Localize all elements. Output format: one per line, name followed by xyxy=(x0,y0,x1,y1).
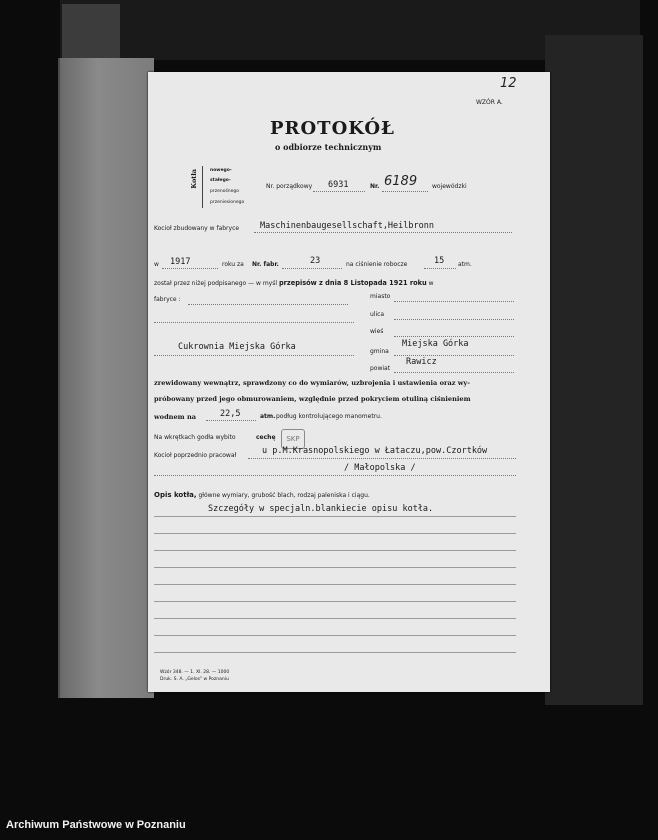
test-pressure-label: wodnem na xyxy=(154,413,197,421)
previous-work-line-2 xyxy=(154,475,516,476)
village-label: wieś xyxy=(370,328,384,335)
archive-caption: Archiwum Państwowe w Poznaniu xyxy=(6,819,186,831)
description-heading: Opis kotła, xyxy=(154,491,197,499)
previous-work-line xyxy=(248,458,516,459)
nr-value: 6189 xyxy=(384,174,418,189)
test-pressure-line xyxy=(206,420,256,421)
stamp-label: Na wkrętkach godła wybito xyxy=(154,434,236,441)
description-line-5 xyxy=(154,584,516,585)
previous-work-value: u p.M.Krasnopolskiego w Łataczu,pow.Czortków xyxy=(262,446,488,456)
commune-line xyxy=(394,355,514,356)
description-instructions: główne wymiary, grubość blach, rodzaj paleniska i ciągu. xyxy=(198,492,370,499)
description-line-9 xyxy=(154,652,516,653)
protocol-document xyxy=(148,72,550,692)
description-line-3 xyxy=(154,550,516,551)
regulation-reference: przepisów z dnia 8 Listopada 1921 roku xyxy=(278,279,427,287)
form-template-label: WZÓR A. xyxy=(476,99,503,106)
previous-work-label: Kocioł poprzednio pracował xyxy=(154,452,237,459)
kotla-option-moved: przeniesionego xyxy=(210,200,245,205)
nr-label: Nr. xyxy=(370,183,380,190)
description-line-4 xyxy=(154,567,516,568)
test-pressure-unit: atm. xyxy=(260,413,276,420)
folder-cover-right xyxy=(545,35,643,705)
folder-cover-left xyxy=(58,58,154,698)
inspection-intro: został przez niżej podpisanego — w myśl xyxy=(154,280,278,287)
kotla-option-portable: przenośnego xyxy=(210,189,240,194)
factory-number-value: 23 xyxy=(310,256,321,266)
owner-value: Cukrownia Miejska Górka xyxy=(178,342,296,352)
description-line-6 xyxy=(154,601,516,602)
print-info-line-1: Wzór 348. — 1. XI. 28. — 1000 xyxy=(160,670,230,675)
factory-label: Kocioł zbudowany w fabryce xyxy=(154,225,240,232)
description-value: Szczegóły w specjaln.blankiecie opisu kotła. xyxy=(208,504,434,514)
document-title: PROTOKÓŁ xyxy=(270,118,395,139)
city-label: miasto xyxy=(370,293,391,300)
location-factory-label: fabryce : xyxy=(154,296,181,303)
commune-label: gmina xyxy=(370,348,389,355)
description-line-7 xyxy=(154,618,516,619)
location-line-2 xyxy=(154,322,354,323)
mark-label: cechę xyxy=(256,434,276,441)
description-line-8 xyxy=(154,635,516,636)
serial-number-value: 6931 xyxy=(328,180,349,190)
document-subtitle: o odbiorze technicznym xyxy=(275,142,382,152)
nr-line xyxy=(382,191,428,192)
factory-number-label: Nr. fabr. xyxy=(252,261,279,268)
skp-stamp-mark: SKP xyxy=(281,429,305,449)
print-info-line-2: Druk. S. A. „Gelos" w Poznaniu xyxy=(160,677,229,682)
serial-number-label: Nr. porządkowy xyxy=(266,183,313,190)
street-label: ulica xyxy=(370,311,385,318)
year-label: roku za xyxy=(222,261,244,268)
manometer-label: podług kontrolującego manometru. xyxy=(276,413,382,420)
district-value: Rawicz xyxy=(406,357,437,367)
description-line-2 xyxy=(154,533,516,534)
pressure-line xyxy=(424,268,456,269)
factory-number-line xyxy=(282,268,342,269)
page-number: 12 xyxy=(500,76,517,91)
year-line xyxy=(162,268,218,269)
pressure-value: 15 xyxy=(434,256,445,266)
kotla-brace xyxy=(202,166,206,208)
village-line xyxy=(394,336,514,337)
district-line xyxy=(394,372,514,373)
description-line-1 xyxy=(154,516,516,517)
location-line-1 xyxy=(188,304,348,305)
city-line xyxy=(394,301,514,302)
test-pressure-value: 22,5 xyxy=(220,409,241,419)
inspection-paragraph-2: próbowany przed jego obmurowaniem, względnie przed pokryciem otuliną ciśnieniem xyxy=(154,395,471,403)
inspection-paragraph-1: zrewidowany wewnątrz, sprawdzony co do wymiarów, uzbrojenia i ustawienia oraz wy- xyxy=(154,379,471,387)
voivodeship-label: wojewódzki xyxy=(432,183,467,190)
year-value: 1917 xyxy=(170,257,191,267)
kotla-option-fixed: stałego- xyxy=(210,178,231,183)
factory-value: Maschinenbaugesellschaft,Heilbronn xyxy=(260,221,434,231)
commune-value: Miejska Górka xyxy=(402,339,469,349)
folder-tab xyxy=(62,4,120,60)
kotla-label: Kotła xyxy=(190,169,198,189)
previous-work-value-2: / Małopolska / xyxy=(344,463,416,473)
factory-line xyxy=(254,232,512,233)
inspection-intro-suffix: w xyxy=(428,280,434,287)
pressure-unit: atm. xyxy=(458,261,472,268)
pressure-label: na ciśnienie robocze xyxy=(346,261,408,268)
district-label: powiat xyxy=(370,365,391,372)
owner-line xyxy=(154,355,354,356)
street-line xyxy=(394,319,514,320)
year-prefix: w xyxy=(154,261,159,268)
serial-number-line xyxy=(313,191,365,192)
kotla-option-new: nowego- xyxy=(210,168,232,173)
